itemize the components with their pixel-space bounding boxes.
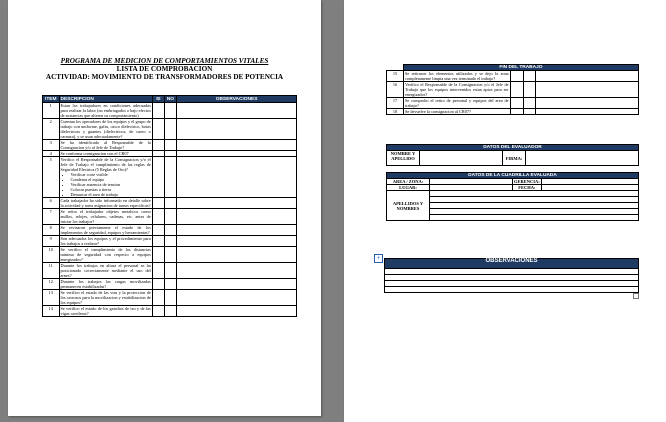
item-number: 3 <box>43 140 60 151</box>
no-cell[interactable] <box>164 247 176 263</box>
item-description-text: Se verifico el estado de los ganchos de izo y de las vigas carrileras? <box>60 306 151 316</box>
item-description <box>59 157 152 198</box>
no-cell[interactable] <box>164 119 176 140</box>
observation-cell[interactable] <box>177 263 297 279</box>
item-description <box>59 306 152 317</box>
checklist-row <box>43 209 297 225</box>
checklist-title: LISTA DE COMPROBACION <box>116 65 213 73</box>
no-cell[interactable] <box>523 98 536 109</box>
observation-cell[interactable] <box>177 157 297 198</box>
item-description <box>59 198 152 209</box>
checklist-row <box>43 290 297 306</box>
item-number: 7 <box>43 209 60 225</box>
item-number: 8 <box>43 225 60 236</box>
item-description-text: Se retiro el trabajador objetos metalicos como anillos, relojes, celulares, cadenas, etc. antes de iniciar los trabajos? <box>60 209 151 224</box>
checklist-row <box>43 247 297 263</box>
oro-rule-item: • Demarcar el area de trabajo <box>71 192 151 197</box>
lugar-label: LUGAR: <box>387 185 430 191</box>
si-cell[interactable] <box>510 71 523 82</box>
item-number: 5 <box>43 157 60 198</box>
item-description-text: Se verifico el estado de las vias y la proteccion de los carrozos para la movilizacion y estabilizacion de los equipos? <box>60 290 151 305</box>
observation-cell[interactable] <box>177 247 297 263</box>
item-description: Se retiraron los elementos utilizados y se dejo la zona completamente limpia una vez terminado el trabajo? <box>404 71 509 81</box>
item-description <box>59 103 152 119</box>
item-description <box>59 225 152 236</box>
si-cell[interactable] <box>152 290 164 306</box>
activity-title: ACTIVIDAD: MOVIMIENTO DE TRANSFORMADORES DE POTENCIA <box>45 73 284 81</box>
no-cell[interactable] <box>164 225 176 236</box>
table-resize-handle[interactable] <box>633 293 639 299</box>
item-description-text: Cuentan los operadores de los equipos y el grupo de trabajo con uniforme, gafas, casco dielectrico, botas dielectricas y guantes (dielectricos, de cuero o carnaza), y se usan adecuadamente? <box>60 119 151 139</box>
item-description <box>59 140 152 151</box>
no-cell[interactable] <box>164 290 176 306</box>
fecha-label: FECHA: <box>513 185 542 191</box>
no-cell[interactable] <box>164 279 176 290</box>
item-description <box>59 263 152 279</box>
item-description: Se devuelve la consignacion al CR07? <box>403 109 510 115</box>
item-description <box>59 290 152 306</box>
checklist-row <box>43 225 297 236</box>
item-description-text: Verifico el Responsable de la Consignacion y/o el Jefe de Trabajo el cumplimiento de las reglas de Seguridad Electrica (5 Reglas de Oro)? <box>60 157 151 172</box>
table-move-handle-icon[interactable]: + <box>374 254 383 263</box>
checklist-row <box>43 119 297 140</box>
si-cell[interactable] <box>152 119 164 140</box>
observation-cell[interactable] <box>536 82 639 98</box>
no-cell[interactable] <box>164 157 176 198</box>
item-number: 16 <box>387 82 404 98</box>
observation-cell[interactable] <box>177 236 297 247</box>
area-zona-label: AREA / ZONA: <box>387 179 430 185</box>
si-cell[interactable] <box>510 98 523 109</box>
checklist-row <box>43 140 297 151</box>
si-cell[interactable] <box>152 225 164 236</box>
si-cell[interactable] <box>152 247 164 263</box>
observation-cell[interactable] <box>536 71 639 82</box>
observation-cell[interactable] <box>177 119 297 140</box>
no-cell[interactable] <box>164 306 176 317</box>
observation-cell[interactable] <box>177 140 297 151</box>
col-item: ITEM <box>43 96 60 103</box>
item-description-text: Se ha identificado al Responsable de la Consignacion y/o al Jefe de Trabajo? <box>60 140 151 150</box>
observation-cell[interactable] <box>177 209 297 225</box>
item-number: 14 <box>43 306 60 317</box>
document-page-1 <box>8 0 321 416</box>
nombre-apellido-label: NOMBRE Y APELLIDO <box>387 151 420 166</box>
item-number: 11 <box>43 263 60 279</box>
item-description-text: Se revisaron previamente el estado de los implementos de seguridad, equipos y herramientas? <box>60 225 151 235</box>
no-cell[interactable] <box>164 198 176 209</box>
cuadrilla-header: DATOS DE LA CUADRILLA EVALUADA <box>387 173 639 179</box>
observation-cell[interactable] <box>177 290 297 306</box>
col-descripcion: DESCRIPCION <box>59 96 152 103</box>
item-description-text: Estan los trabajadores en condiciones adecuadas para realizar la labor (no embriagados o bajo efectos de sustancias que alteren su comportamiento) <box>60 103 151 118</box>
item-description <box>59 247 152 263</box>
observaciones-line[interactable] <box>385 287 639 293</box>
item-description-text: Se verifico el cumplimiento de las distancias minima de seguridad con respecto a equipos energizados? <box>60 247 151 262</box>
item-description <box>59 119 152 140</box>
no-cell[interactable] <box>523 71 536 82</box>
checklist-row <box>43 263 297 279</box>
checklist-row <box>43 157 297 198</box>
observation-cell[interactable] <box>177 306 297 317</box>
observaciones-header: OBSERVACIONES <box>385 259 639 269</box>
item-description: Verifico el Responsable de la Consignacion y/o el Jefe de Trabajo que los equipos intervenidos estan aptos para ser energizados? <box>404 82 509 97</box>
si-cell[interactable] <box>152 236 164 247</box>
no-cell[interactable] <box>164 263 176 279</box>
col-no: NO <box>164 96 176 103</box>
item-description-text: Son adecuados los equipos y el procedimiento para los trabajos a realizar? <box>60 236 151 246</box>
si-cell[interactable] <box>510 109 523 115</box>
checklist-header-row <box>43 96 297 103</box>
no-cell[interactable] <box>164 103 176 119</box>
si-cell[interactable] <box>152 103 164 119</box>
no-cell[interactable] <box>523 109 536 115</box>
col-si: SI <box>152 96 164 103</box>
item-number: 13 <box>43 290 60 306</box>
item-description <box>59 209 152 225</box>
item-description: Se comprobo el retiro de personal y equipos del area de trabajo? <box>404 98 509 108</box>
observation-cell[interactable] <box>536 98 639 109</box>
no-cell[interactable] <box>164 140 176 151</box>
item-description-text: Durante los trabajos en altura el personal se ha posicionado correctamente mediante el uso del arnes? <box>60 263 151 278</box>
evaluador-table <box>386 144 639 166</box>
observaciones-table <box>384 258 639 293</box>
col-observaciones: OBSERVACIONES <box>177 96 297 103</box>
item-description-text: Cada trabajador ha sido informado en detalle sobre la actividad y tarea asignacion de tareas especificas? <box>60 198 151 208</box>
observation-cell[interactable] <box>177 279 297 290</box>
observation-cell[interactable] <box>177 198 297 209</box>
si-cell[interactable] <box>510 82 523 98</box>
item-number: 12 <box>43 279 60 290</box>
item-number: 15 <box>387 71 404 82</box>
si-cell[interactable] <box>152 279 164 290</box>
checklist-row <box>43 103 297 119</box>
si-cell[interactable] <box>152 263 164 279</box>
oro-rule-item: • Verificar ausencia de tension <box>71 182 151 187</box>
gerencia-label: GERENCIA: <box>514 179 540 184</box>
observation-cell[interactable] <box>177 103 297 119</box>
checklist-row <box>43 198 297 209</box>
firma-field[interactable] <box>526 151 639 166</box>
fin-trabajo-table <box>386 64 639 115</box>
no-cell[interactable] <box>164 209 176 225</box>
item-number: 10 <box>43 247 60 263</box>
fin-row <box>387 109 639 115</box>
program-title: PROGRAMA DE MEDICION DE COMPORTAMIENTOS VITALES <box>60 57 269 65</box>
item-number: 18 <box>387 109 404 115</box>
observation-cell[interactable] <box>177 225 297 236</box>
fin-row <box>387 71 639 82</box>
apellidos-nombres-label: APELLIDOS Y NOMBRES <box>387 191 430 221</box>
oro-rules-list <box>61 172 151 197</box>
fin-row <box>387 98 639 109</box>
no-cell[interactable] <box>164 236 176 247</box>
fin-row <box>387 82 639 98</box>
checklist-row <box>43 306 297 317</box>
si-cell[interactable] <box>152 209 164 225</box>
checklist-row <box>43 236 297 247</box>
item-number: 1 <box>43 103 60 119</box>
oro-rule-item: • Verificar corte visible <box>71 172 151 177</box>
item-number: 6 <box>43 198 60 209</box>
cuadrilla-table <box>386 172 639 221</box>
no-cell[interactable] <box>523 82 536 98</box>
checklist-row <box>43 279 297 290</box>
item-number: 17 <box>387 98 404 109</box>
nombre-apellido-field[interactable] <box>420 151 503 166</box>
evaluador-header: DATOS DEL EVALUADOR <box>387 145 639 151</box>
si-cell[interactable] <box>152 198 164 209</box>
checklist-table <box>42 95 297 317</box>
item-description <box>59 236 152 247</box>
item-number: 4 <box>43 151 60 157</box>
si-cell[interactable] <box>152 157 164 198</box>
si-cell[interactable] <box>152 140 164 151</box>
firma-label: FIRMA: <box>503 151 526 166</box>
oro-rule-item: • Condenar el equipo <box>71 177 151 182</box>
si-cell[interactable] <box>152 306 164 317</box>
oro-rule-item: • Colocar puestas a tierra <box>71 187 151 192</box>
document-page-2 <box>344 0 666 422</box>
item-description <box>59 279 152 290</box>
item-number: 9 <box>43 236 60 247</box>
item-description-text: Se conforma consignacion con el CR07 <box>60 151 129 156</box>
item-number: 2 <box>43 119 60 140</box>
observation-cell[interactable] <box>536 109 639 115</box>
crew-member-field[interactable] <box>430 215 639 221</box>
fin-trabajo-header: FIN DEL TRABAJO <box>403 65 638 71</box>
item-description-text: Durante los trabajos las cargas movilizadas permanecen estabilizadas? <box>60 279 151 289</box>
